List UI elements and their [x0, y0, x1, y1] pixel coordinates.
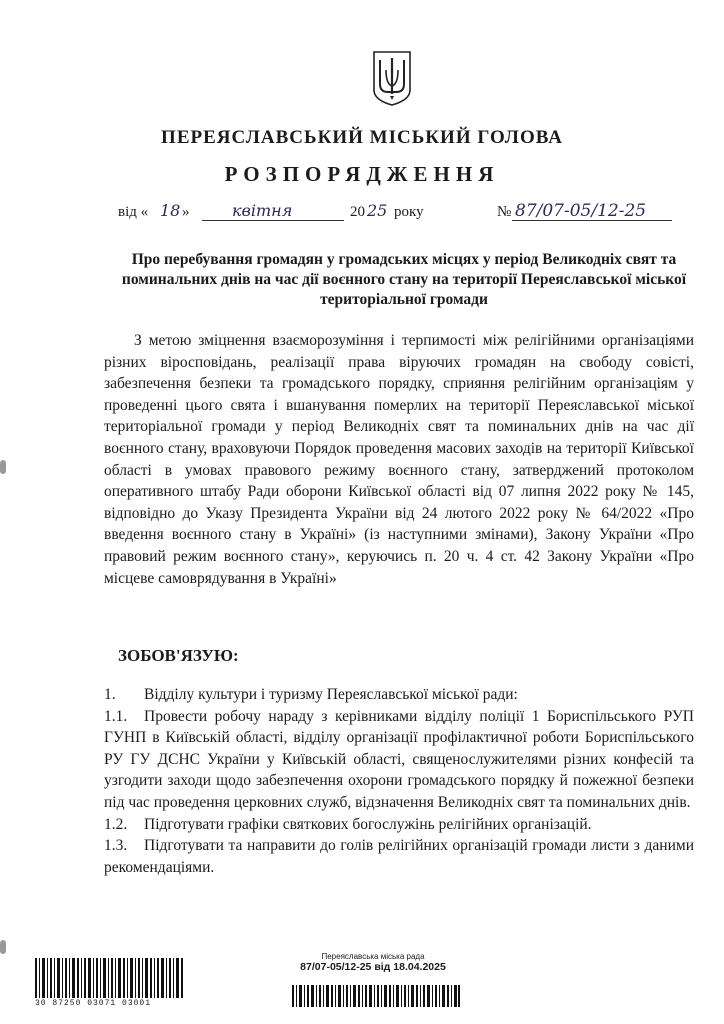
order-items	[104, 684, 694, 878]
date-year-suffix: 25	[367, 201, 388, 220]
punch-hole-mark	[0, 940, 6, 954]
preamble-paragraph	[104, 330, 694, 589]
date-close-quote: »	[182, 204, 190, 220]
item-text: Підготувати та направити до голів релігійних організацій громади листи з даними рекомендаціями.	[104, 837, 694, 876]
number-label: №	[497, 204, 512, 220]
number-underline	[512, 220, 672, 221]
trident-emblem-icon	[372, 50, 412, 106]
item-number: 1.1.	[104, 707, 128, 725]
punch-hole-mark	[0, 460, 6, 474]
date-day: 18	[160, 201, 181, 220]
preamble-text: З метою зміцнення взаєморозуміння і терпимості між релігійними організаціями різних віросповідань, реалізації права віруючих громадян на свободу совісті, забезпечення безпеки та громадського порядку, сприяння релігійним організаціям у проведенні цього свята і вшанування померлих на території Переяславської міської територіальної громади у період Великодніх свят та поминальних днів на час дії воєнного стану, враховуючи Порядок проведення масових заходів на території Київської області в умовах правового режиму воєнного стану, затверджений протоколом оперативного штабу Ради оборони Київської області від 07 липня 2022 року № 145, відповідно до Указу Президента України від 24 лютого 2022 року № 64/2022 «Про введення воєнного стану в Україні» (із наступними змінами), Закону України «Про правовий режим воєнного стану», керуючись п. 20 ч. 4 ст. 42 Закону України «Про місцеве самоврядування в Україні»	[104, 332, 694, 587]
document-barcode	[35, 958, 185, 998]
date-year-prefix: 20	[350, 204, 365, 220]
item-number: 1.2.	[104, 815, 128, 833]
date-and-number-line	[0, 201, 724, 231]
item-text: Відділу культури і туризму Переяславської міської ради:	[144, 686, 518, 703]
document-type-title: РОЗПОРЯДЖЕННЯ	[224, 162, 500, 186]
item-text: Провести робочу нараду з керівниками відділу поліції 1 Бориспільського РУП ГУНП в Київській області, відділу організації профілактичної роботи Бориспільського РУ ГУ ДСНС України у Київській області, священослужителями різних конфесій та узгодити заходи щодо забезпечення охорони громадського порядку й пожежної безпеки під час проведення церковних служб, відзначення Великодніх свят та поминальних днів.	[104, 707, 694, 811]
item-number: 1.	[104, 686, 116, 703]
registration-stamp	[288, 952, 458, 974]
document-subject: Про перебування громадян у громадських місцях у період Великодніх свят та поминальних днів на час дії воєнного стану на території Переяславської міської територіальної громади	[121, 251, 687, 308]
order-item	[104, 684, 694, 706]
barcode-number: 30 87250 03071 03001	[35, 999, 152, 1008]
date-month: квітня	[232, 201, 293, 220]
registration-org: Переяславська міська рада	[321, 952, 425, 961]
document-number: 87/07-05/12-25	[515, 201, 647, 221]
order-item	[104, 835, 694, 878]
item-text: Підготувати графіки святкових богослужінь релігійних організацій.	[144, 815, 592, 833]
registration-barcode	[292, 985, 460, 1007]
order-item	[104, 814, 694, 836]
registration-number-date: 87/07-05/12-25 від 18.04.2025	[300, 961, 446, 973]
date-year-word: року	[394, 204, 424, 220]
issuing-authority: ПЕРЕЯСЛАВСЬКИЙ МІСЬКИЙ ГОЛОВА	[161, 127, 563, 148]
item-number: 1.3.	[104, 837, 128, 855]
order-item	[104, 706, 694, 814]
oblige-heading: ЗОБОВ'ЯЗУЮ:	[118, 646, 239, 665]
date-from-label: від «	[118, 204, 149, 220]
month-underline	[202, 220, 344, 221]
